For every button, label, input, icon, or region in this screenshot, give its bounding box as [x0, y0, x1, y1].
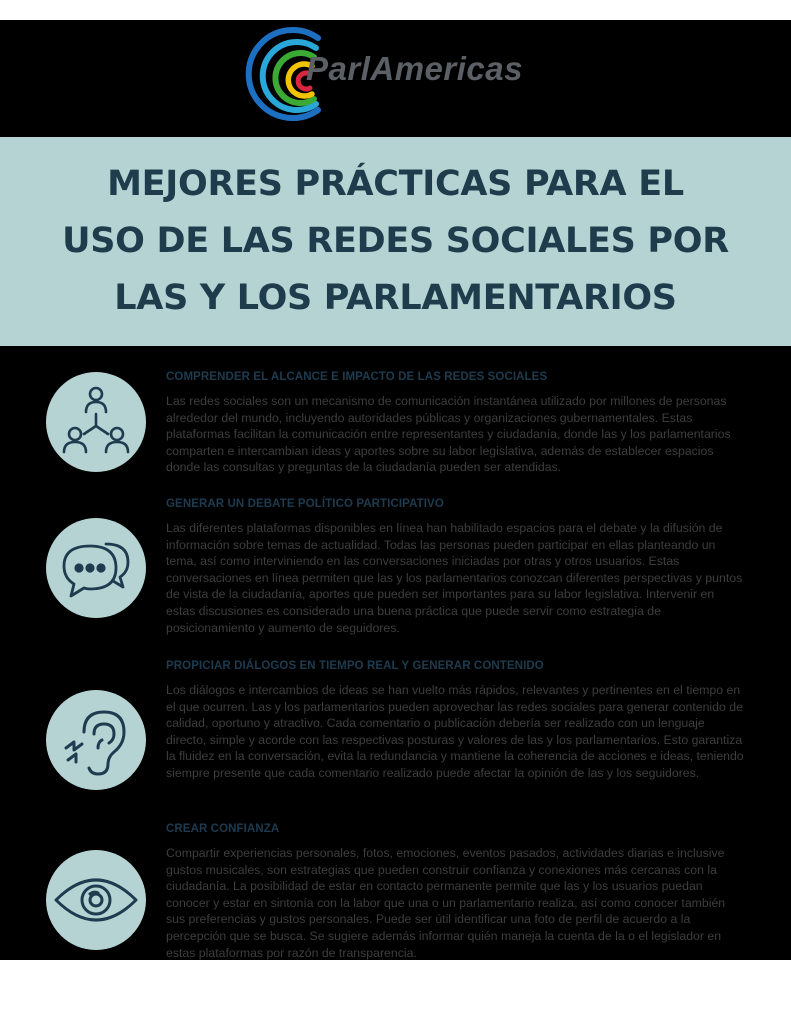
- network-people-icon: [46, 372, 146, 472]
- section-body: Los diálogos e intercambios de ideas se han vuelto más rápidos, relevantes y pertinentes en el tiempo en el que ocurren. Las y los parlamentarios pueden aprovechar las redes sociales para generar contenido de calidad, oportuno y atractivo. Cada comentario o publicación debería ser realizado con un lenguaje directo, simple y acorde con las respectivas posturas y valores de las y los parlamentarios. Esto garantiza la fluidez en la conversación, evita la redundancia y mantiene la coherencia de acciones e ideas, teniendo siempre presente que cada comentario realizado puede afectar la opinión de las y los seguidores.: [166, 683, 744, 780]
- chat-bubbles-icon: [46, 518, 146, 618]
- header-logo-area: [0, 20, 791, 138]
- section-title: COMPRENDER EL ALCANCE E IMPACTO DE LAS REDES SOCIALES: [166, 371, 548, 383]
- eye-icon: [46, 850, 146, 950]
- document-page: [0, 20, 791, 960]
- section-body: Compartir experiencias personales, fotos, emociones, eventos pasados, actividades diarias e inclusive gustos musicales, son estrategias que pueden construir confianza y conexiones más cercanas con la ciudadanía. La posibilidad de estar en contacto permanente permite que las y los usuarios puedan conocer y estar en sintonía con la labor que una o un parlamentario realiza, así como conocer también sus preferencias y gustos personales. Puede ser útil identificar una foto de perfil de acuerdo a la percepción que se busca. Se sugiere además informar quién maneja la cuenta de la o el legislador en estas plataformas por razón de transparencia.: [166, 846, 726, 960]
- ear-listening-icon: [46, 690, 146, 790]
- page-title: MEJORES PRÁCTICAS PARA EL USO DE LAS REDES SOCIALES POR LAS Y LOS PARLAMENTARIOS: [62, 164, 729, 318]
- section-title: PROPICIAR DIÁLOGOS EN TIEMPO REAL Y GENERAR CONTENIDO: [166, 660, 544, 672]
- icon-badge: [46, 850, 146, 950]
- section-title: GENERAR UN DEBATE POLÍTICO PARTICIPATIVO: [166, 498, 444, 510]
- icon-badge: [46, 372, 146, 472]
- section-title: CREAR CONFIANZA: [166, 823, 280, 835]
- section-body: Las diferentes plataformas disponibles en línea han habilitado espacios para el debate y la difusión de información sobre temas de actualidad. Todas las personas pueden participar en ellas planteando un tema, así como interviniendo en las conversaciones iniciadas por otras y otros usuarios. Estas conversaciones en línea permiten que las y los parlamentarios conozcan diferentes perspectivas y puntos de vista de la ciudadanía, aportes que pueden ser importantes para su labor legislativa. Intervenir en estas discusiones es considerado una buena práctica que puede servir como estrategia de posicionamiento y aumento de seguidores.: [166, 521, 743, 635]
- icon-badge: [46, 690, 146, 790]
- brand-name: ParlAmericas: [306, 50, 523, 87]
- icon-badge: [46, 518, 146, 618]
- section-body: Las redes sociales son un mecanismo de comunicación instantánea utilizado por millones de personas alrededor del mundo, incluyendo autoridades públicas y organizaciones gubernamentales. Estas plataformas facilitan la comunicación entre representantes y ciudadanía, donde las y los parlamentarios comparten e intercambian ideas y aportes sobre su labor legislativa, además de establecer espacios donde las consultas y preguntas de la ciudadanía pueden ser atendidas.: [166, 394, 731, 475]
- title-banner: [0, 137, 791, 346]
